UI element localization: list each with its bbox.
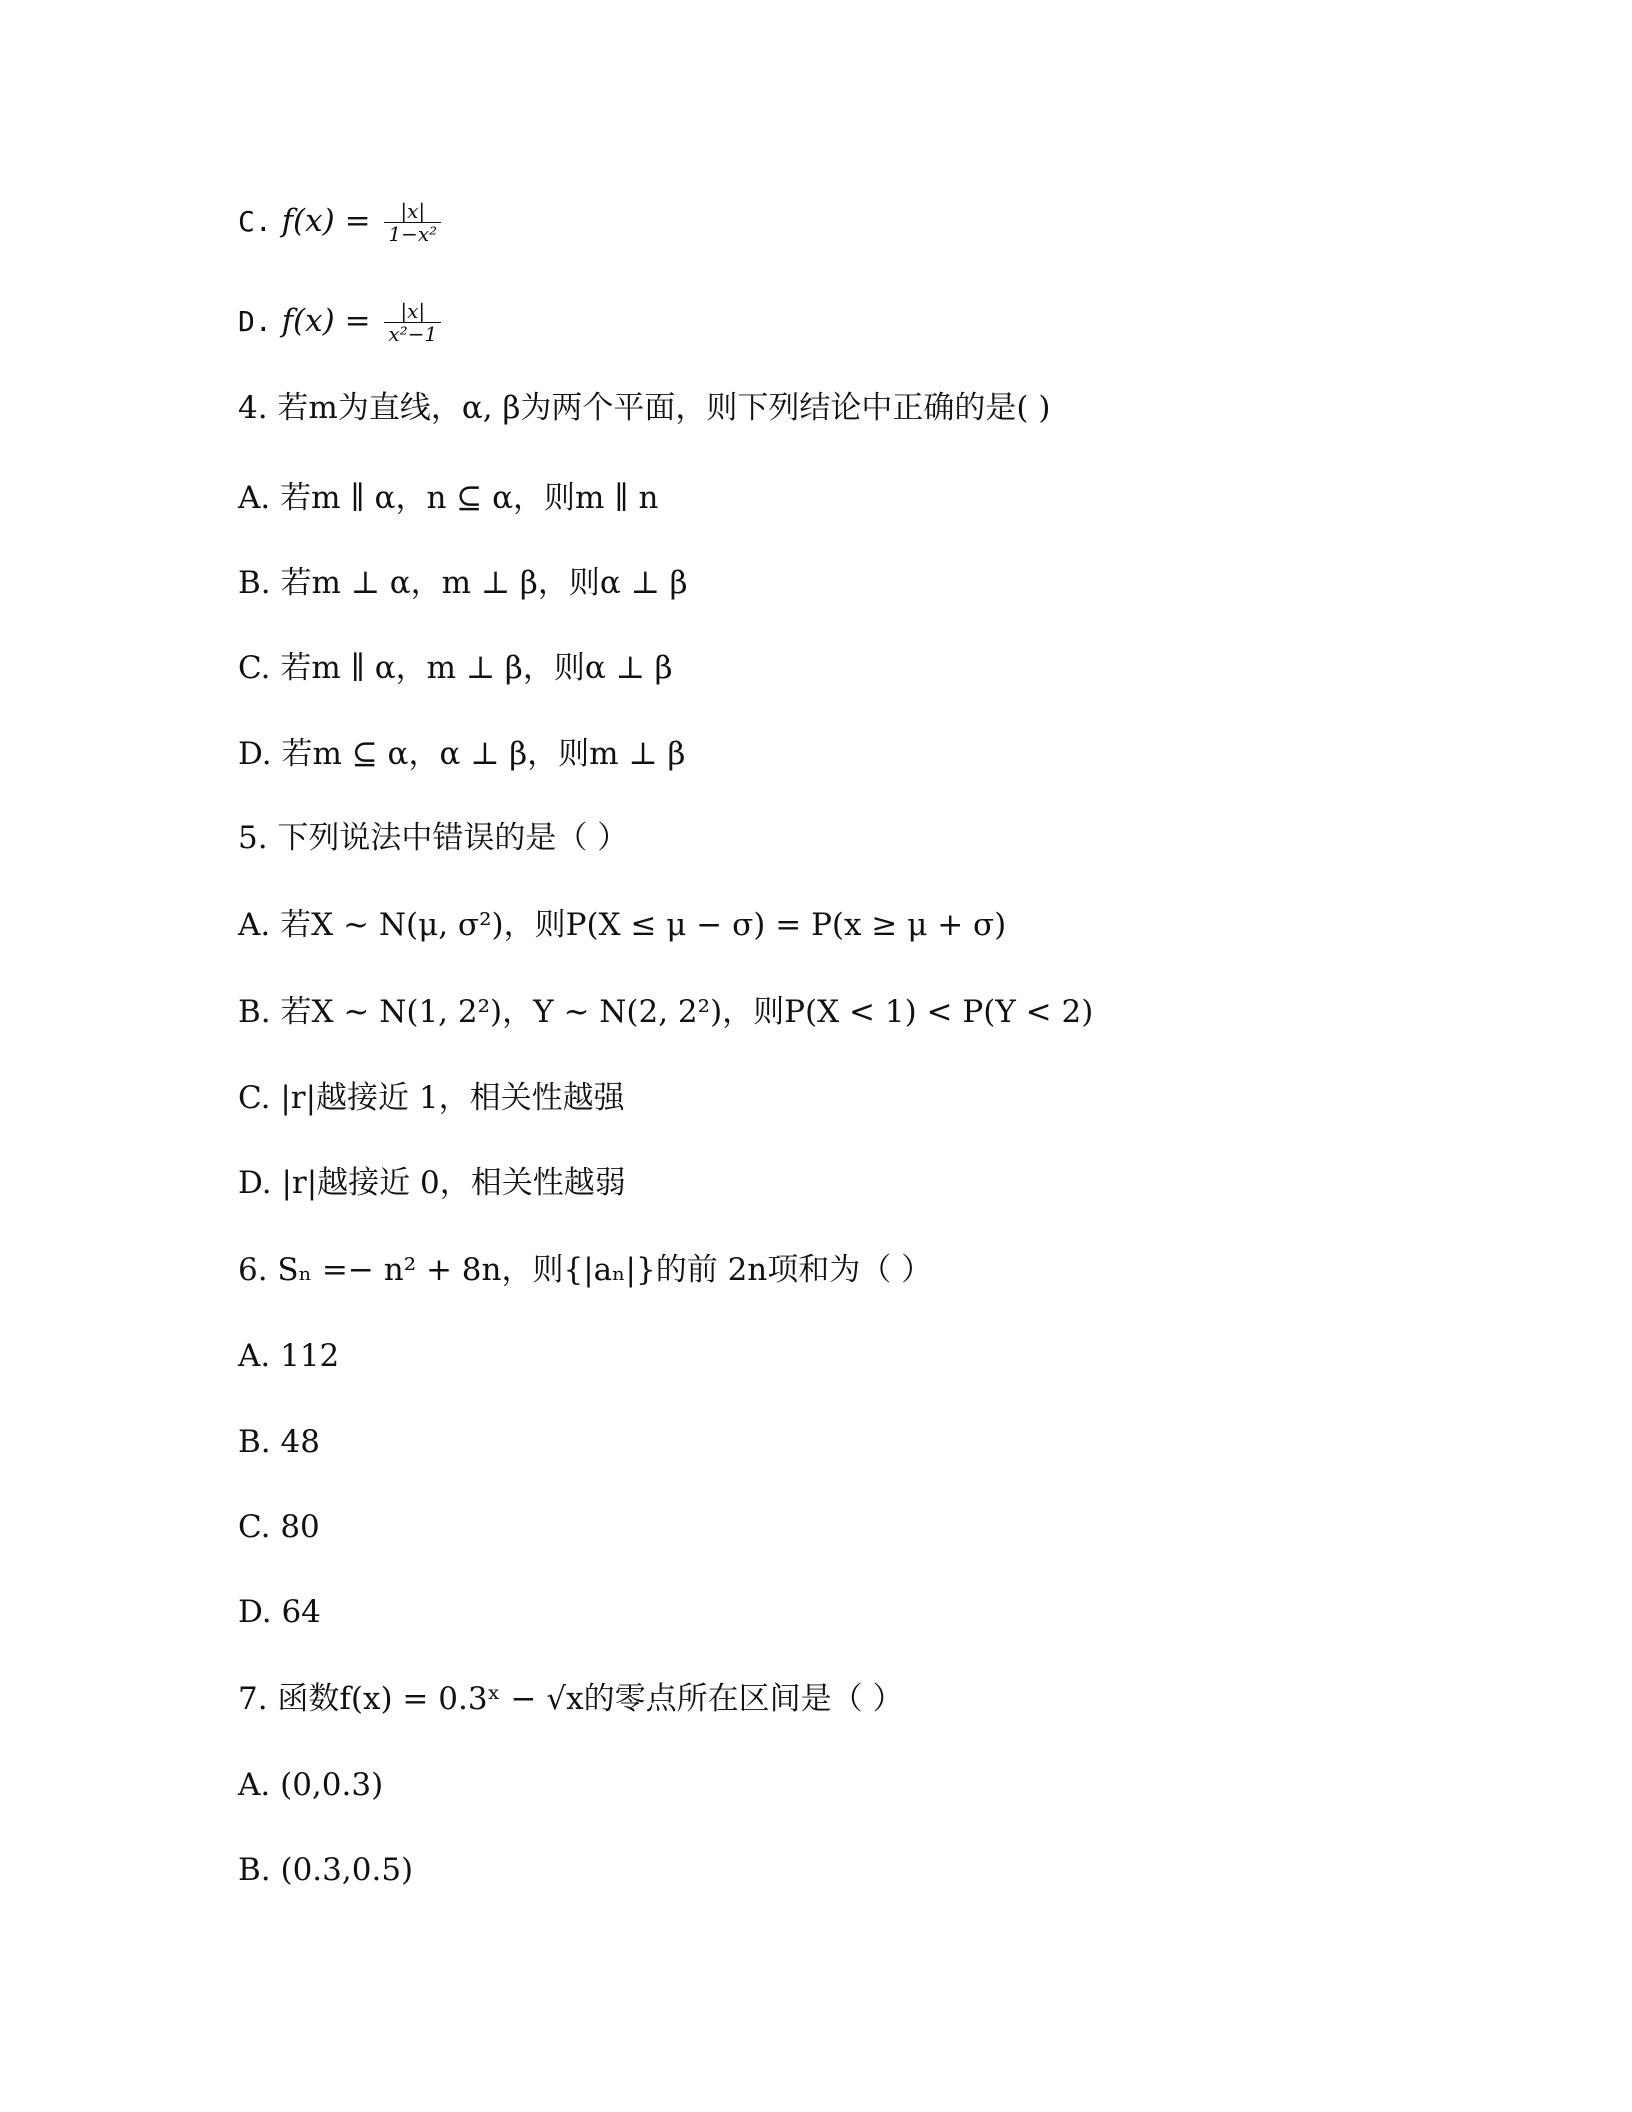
q4-option-c: C. 若m ∥ α，m ⊥ β，则α ⊥ β xyxy=(238,650,673,686)
q4-option-d: D. 若m ⊆ α，α ⊥ β，则m ⊥ β xyxy=(238,736,686,772)
q6-option-c: C. 80 xyxy=(238,1509,320,1545)
q3-option-d xyxy=(238,300,441,345)
q3-option-c xyxy=(238,200,441,245)
q3-option-c-lhs: f(x) = xyxy=(281,203,381,239)
q5-option-b: B. 若X ~ N(1, 2²)，Y ~ N(2, 2²)，则P(X < 1) < P(Y < 2) xyxy=(238,994,1094,1030)
q3-option-d-lhs: f(x) = xyxy=(281,303,381,339)
q3-option-d-numerator: |x| xyxy=(384,300,441,323)
q7-option-b: B. (0.3,0.5) xyxy=(238,1852,414,1888)
q6-option-a: A. 112 xyxy=(238,1338,340,1374)
q4-stem: 4. 若m为直线，α, β为两个平面，则下列结论中正确的是( ) xyxy=(238,390,1051,426)
q3-option-c-numerator: |x| xyxy=(384,200,441,223)
q3-option-c-label: C. xyxy=(238,205,272,238)
q5-option-a: A. 若X ~ N(μ, σ²)，则P(X ≤ μ − σ) = P(x ≥ μ + σ) xyxy=(238,907,1007,943)
q7-option-a: A. (0,0.3) xyxy=(238,1767,384,1803)
q7-stem: 7. 函数f(x) = 0.3ˣ − √x的零点所在区间是（ ） xyxy=(238,1681,904,1717)
q4-option-a: A. 若m ∥ α，n ⊆ α，则m ∥ n xyxy=(238,480,659,516)
q5-option-d: D. |r|越接近 0，相关性越弱 xyxy=(238,1165,626,1201)
q6-option-d: D. 64 xyxy=(238,1594,321,1630)
q3-option-d-denominator: x²−1 xyxy=(388,322,438,346)
q3-option-c-fraction xyxy=(384,200,441,245)
q3-option-d-label: D. xyxy=(238,305,272,338)
q4-option-b: B. 若m ⊥ α，m ⊥ β，则α ⊥ β xyxy=(238,565,688,601)
q5-stem: 5. 下列说法中错误的是（ ） xyxy=(238,820,629,856)
q3-option-d-fraction xyxy=(384,300,441,345)
q5-option-c: C. |r|越接近 1，相关性越强 xyxy=(238,1080,625,1116)
q3-option-c-denominator: 1−x² xyxy=(388,222,438,246)
q6-stem: 6. Sₙ =− n² + 8n，则{|aₙ|}的前 2n项和为（ ） xyxy=(238,1252,933,1288)
q6-option-b: B. 48 xyxy=(238,1424,320,1460)
